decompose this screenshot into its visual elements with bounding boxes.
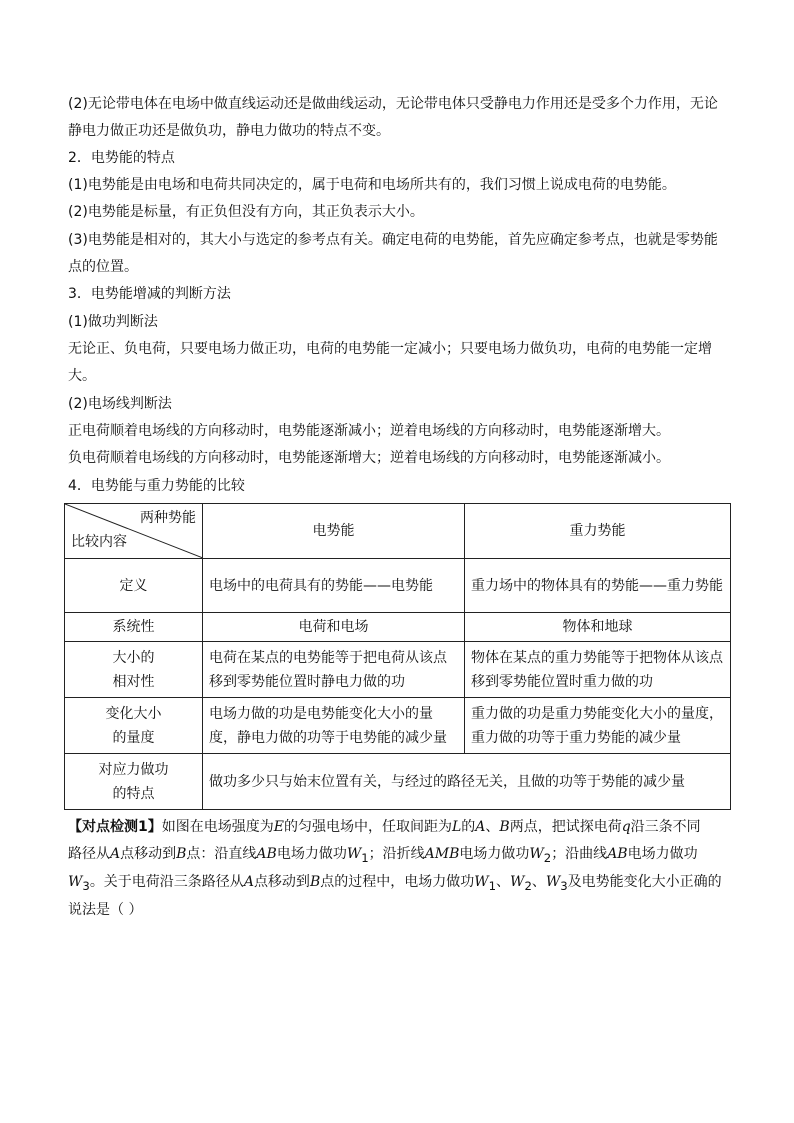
table-row [65,754,731,810]
paragraph-line: (1)电势能是由电场和电荷共同决定的，属于电荷和电场所共有的，我们习惯上说成电荷的电势能。 [68,177,676,193]
paragraph-line: (2)无论带电体在电场中做直线运动还是做曲线运动，无论带电体只受静电力作用还是受多个力作用，无论 [68,96,718,112]
paragraph-line: (3)电势能是相对的，其大小与选定的参考点有关。确定电荷的电势能，首先应确定参考点，也就是零势能 [68,232,718,248]
row-label-line: 的特点 [112,785,155,802]
question-line-1: 【对点检测1】如图在电场强度为E的匀强电场中，任取间距为L的A、B两点，把试探电荷q沿三条不同 [68,819,701,835]
header-bottom-left: 比较内容 [71,534,127,550]
cell-gravity: 物体在某点的重力势能等于把物体从该点移到零势能位置时重力做的功 [465,642,731,698]
paragraph-line: (2)电势能是标量，有正负但没有方向，其正负表示大小。 [68,204,424,220]
row-label-line: 的量度 [112,729,155,746]
table-row [65,613,731,642]
cell-electric: 电荷和电场 [203,613,465,642]
row-label [65,642,203,698]
question-tag: 【对点检测1】 [68,819,162,835]
var-A: A [475,819,486,835]
row-label-line: 变化大小 [105,705,162,722]
table-row [65,698,731,754]
column-header-gravity: 重力势能 [465,504,731,559]
paragraph-line: 无论正、负电荷，只要电场力做正功，电荷的电势能一定减小；只要电场力做负功，电荷的电势能一定增 [68,341,712,357]
row-label: 定义 [65,559,203,613]
question-line-2: 路径从A点移动到B点：沿直线AB电场力做功$W_1$；沿折线AMB电场力做功$W_2$；沿曲线AB电场力做功 [68,846,698,865]
section-heading: 4．电势能与重力势能的比较 [68,478,245,494]
cell-electric: 电场中的电荷具有的势能——电势能 [203,559,465,613]
var-E: E [273,819,284,835]
cell-electric: 电荷在某点的电势能等于把电荷从该点移到零势能位置时静电力做的功 [203,642,465,698]
paragraph-line: (1)做功判断法 [68,314,158,330]
paragraph-line: 正电荷顺着电场线的方向移动时，电势能逐渐减小；逆着电场线的方向移动时，电势能逐渐增大。 [68,423,670,439]
row-label [65,754,203,810]
cell-gravity: 重力做的功是重力势能变化大小的量度，重力做的功等于重力势能的减少量 [465,698,731,754]
row-label-line: 对应力做功 [98,761,169,778]
section-heading: 3．电势能增减的判断方法 [68,286,231,302]
column-header-electric: 电势能 [203,504,465,559]
question-line-4: 说法是（ ） [68,902,143,918]
paragraph-line: 大。 [68,368,96,384]
table-row [65,642,731,698]
row-label [65,698,203,754]
header-top-right: 两种势能 [140,510,196,526]
var-L: L [451,819,462,835]
var-B: B [499,819,510,835]
row-label-line: 相对性 [112,673,155,690]
paragraph-line: (2)电场线判断法 [68,396,172,412]
table-row [65,559,731,613]
row-label-line: 大小的 [112,649,155,666]
paragraph-line: 负电荷顺着电场线的方向移动时，电势能逐渐增大；逆着电场线的方向移动时，电势能逐渐减小。 [68,450,670,466]
question-line-3: $W_3$。关于电荷沿三条路径从A点移动到B点的过程中，电场力做功$W_1$、$W_2$、$W_3$及电势能变化大小正确的 [68,874,722,893]
cell-gravity: 物体和地球 [465,613,731,642]
section-heading: 2．电势能的特点 [68,150,175,166]
cell-electric: 电场力做的功是电势能变化大小的量度，静电力做的功等于电势能的减少量 [203,698,465,754]
var-q: q [621,819,631,835]
cell-gravity: 重力场中的物体具有的势能——重力势能 [465,559,731,613]
comparison-table [64,503,731,810]
paragraph-line: 点的位置。 [68,259,138,275]
diagonal-header-cell [65,504,203,559]
paragraph-line: 静电力做正功还是做负功，静电力做功的特点不变。 [68,123,390,139]
row-label: 系统性 [65,613,203,642]
merged-cell: 做功多少只与始末位置有关，与经过的路径无关，且做的功等于势能的减少量 [203,754,731,810]
table-header-row [65,504,731,559]
